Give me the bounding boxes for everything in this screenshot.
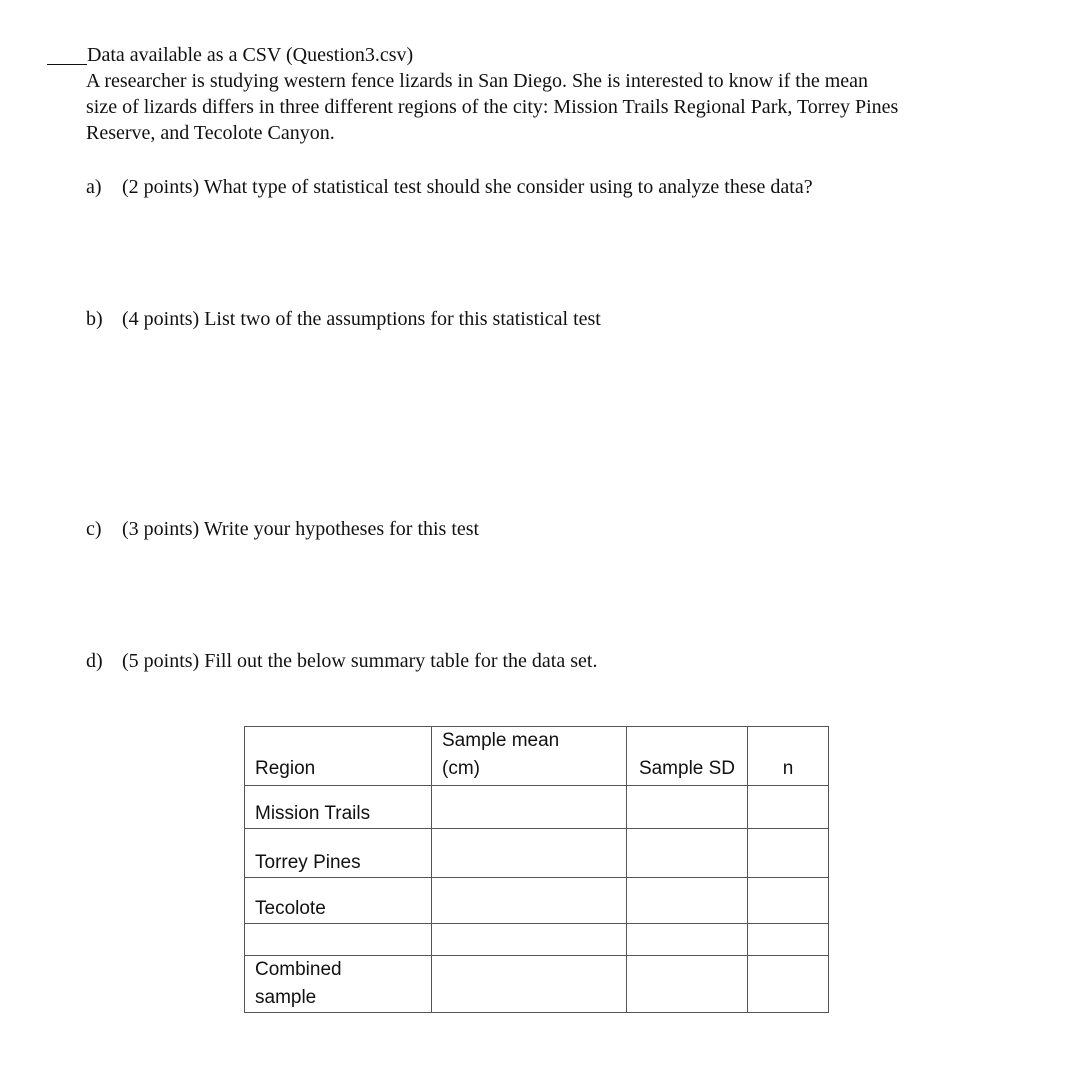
region-cell (245, 924, 432, 956)
sd-cell[interactable] (627, 786, 748, 829)
intro-line: A researcher is studying western fence lizards in San Diego. She is interested to know if the mean (86, 70, 869, 92)
mean-cell[interactable] (432, 786, 627, 829)
n-cell[interactable] (748, 924, 829, 956)
summary-table (244, 726, 829, 1013)
mean-cell[interactable] (432, 878, 627, 924)
question-letter: b) (86, 308, 103, 330)
question-c (86, 516, 479, 542)
sd-cell[interactable] (627, 924, 748, 956)
header-region: Region (245, 727, 432, 786)
header-sample-sd: Sample SD (627, 727, 748, 786)
answer-blank-line (47, 64, 87, 65)
header-sample-mean (432, 727, 627, 786)
n-cell[interactable] (748, 829, 829, 878)
sd-cell[interactable] (627, 829, 748, 878)
table-row (245, 829, 829, 878)
n-cell[interactable] (748, 878, 829, 924)
sd-cell[interactable] (627, 956, 748, 1013)
mean-cell[interactable] (432, 956, 627, 1013)
question-letter: d) (86, 650, 103, 672)
region-line: Combined (255, 959, 342, 980)
question-text: (2 points) What type of statistical test should she consider using to analyze these data? (122, 176, 813, 198)
intro-line: Reserve, and Tecolote Canyon. (86, 122, 335, 144)
question-intro (86, 68, 1036, 146)
mean-cell[interactable] (432, 829, 627, 878)
question-text: (4 points) List two of the assumptions for this statistical test (122, 308, 601, 330)
header-mean-line2: (cm) (442, 758, 480, 779)
table-row (245, 924, 829, 956)
question-b (86, 306, 601, 332)
question-heading: Data available as a CSV (Question3.csv) (87, 44, 414, 66)
question-letter: c) (86, 518, 102, 540)
region-cell: Torrey Pines (245, 829, 432, 878)
table-row (245, 956, 829, 1013)
question-d (86, 648, 597, 674)
region-cell: Mission Trails (245, 786, 432, 829)
header-n: n (748, 727, 829, 786)
question-text: (5 points) Fill out the below summary table for the data set. (122, 650, 598, 672)
region-cell: Tecolote (245, 878, 432, 924)
table-header-row (245, 727, 829, 786)
table-row (245, 878, 829, 924)
sd-cell[interactable] (627, 878, 748, 924)
question-text: (3 points) Write your hypotheses for this test (122, 518, 480, 540)
mean-cell[interactable] (432, 924, 627, 956)
region-line: sample (255, 987, 317, 1008)
table-row (245, 786, 829, 829)
n-cell[interactable] (748, 786, 829, 829)
region-cell (245, 956, 432, 1013)
question-letter: a) (86, 176, 102, 198)
intro-line: size of lizards differs in three different regions of the city: Mission Trails Regional Park, Torrey Pines (86, 96, 899, 118)
n-cell[interactable] (748, 956, 829, 1013)
header-mean-line1: Sample mean (442, 730, 560, 751)
question-a (86, 174, 813, 200)
